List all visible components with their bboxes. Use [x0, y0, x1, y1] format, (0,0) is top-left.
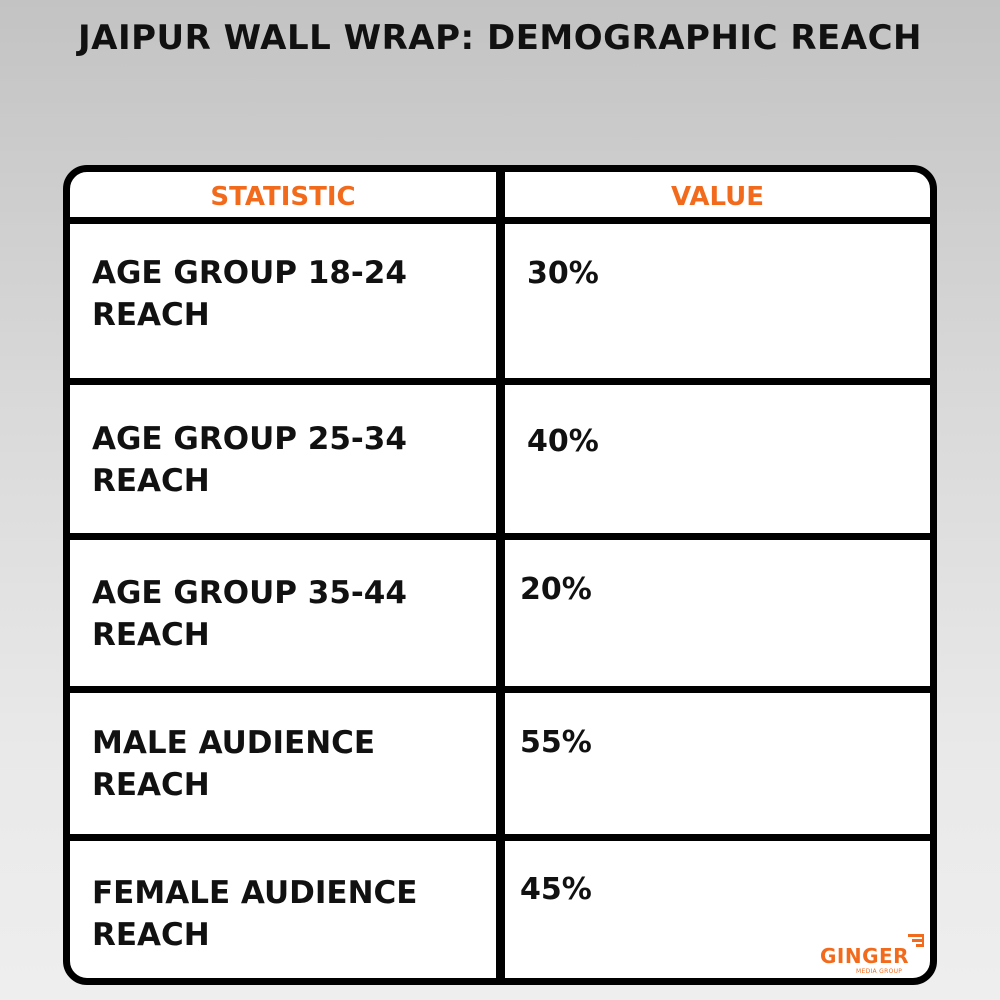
statistic-line: REACH [92, 767, 210, 803]
page-title: JAIPUR WALL WRAP: DEMOGRAPHIC REACH [78, 18, 922, 58]
statistic-cell [92, 872, 482, 956]
value-cell: 30% [527, 256, 599, 291]
statistic-line: AGE GROUP 18-24 [92, 255, 407, 291]
column-divider [496, 172, 505, 978]
header-statistic: STATISTIC [210, 182, 356, 212]
value-cell: 45% [520, 872, 592, 907]
statistic-line: FEMALE AUDIENCE [92, 875, 418, 911]
row-separator [70, 533, 930, 540]
statistic-line: REACH [92, 617, 210, 653]
row-separator [70, 378, 930, 385]
value-cell: 20% [520, 572, 592, 607]
statistic-cell [92, 722, 482, 806]
logo-tagline: MEDIA GROUP [856, 968, 903, 975]
statistic-line: AGE GROUP 35-44 [92, 575, 407, 611]
value-cell: 40% [527, 424, 599, 459]
statistic-line: AGE GROUP 25-34 [92, 421, 407, 457]
logo-name: GINGER [820, 944, 910, 968]
statistic-line: REACH [92, 463, 210, 499]
statistic-cell [92, 418, 482, 502]
header-separator [70, 217, 930, 224]
stacked-bars-icon [908, 934, 924, 950]
statistic-line: REACH [92, 917, 210, 953]
statistic-cell [92, 572, 482, 656]
statistic-line: REACH [92, 297, 210, 333]
statistic-line: MALE AUDIENCE [92, 725, 376, 761]
row-separator [70, 834, 930, 841]
row-separator [70, 686, 930, 693]
header-value: VALUE [671, 182, 764, 212]
value-cell: 55% [520, 725, 592, 760]
statistic-cell [92, 252, 482, 336]
ginger-media-group-logo [820, 932, 930, 980]
statistics-table [63, 165, 937, 985]
